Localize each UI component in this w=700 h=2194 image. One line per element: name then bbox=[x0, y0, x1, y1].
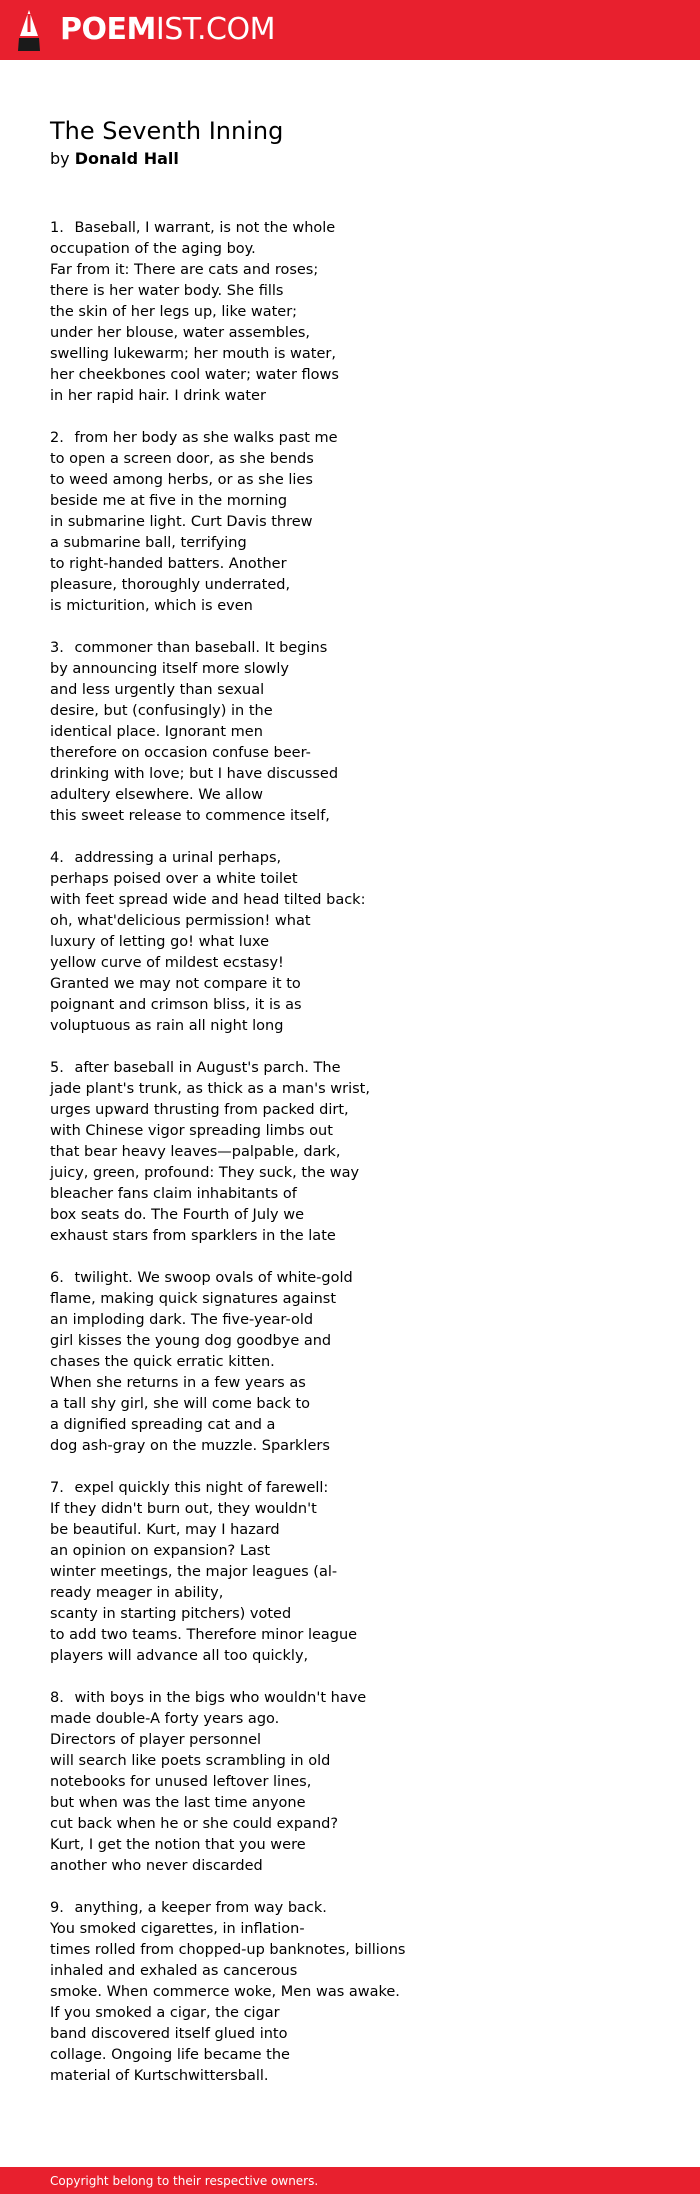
poem-line bbox=[50, 1394, 650, 1415]
by-label: by bbox=[50, 149, 70, 168]
stanza bbox=[50, 1268, 650, 1457]
line-text: pleasure, thoroughly underrated, bbox=[50, 577, 291, 593]
line-text: If they didn't burn out, they wouldn't bbox=[50, 1501, 317, 1517]
poem-line bbox=[50, 1499, 650, 1520]
line-text: to right-handed batters. Another bbox=[50, 556, 287, 572]
line-text: made double-A forty years ago. bbox=[50, 1711, 280, 1727]
line-text: adultery elsewhere. We allow bbox=[50, 787, 263, 803]
poem-line bbox=[50, 512, 650, 533]
line-text: in submarine light. Curt Davis threw bbox=[50, 514, 313, 530]
pen-nib-icon[interactable] bbox=[16, 10, 42, 52]
poem-line bbox=[50, 953, 650, 974]
line-text: with Chinese vigor spreading limbs out bbox=[50, 1123, 333, 1139]
poem-line bbox=[50, 323, 650, 344]
line-text: voluptuous as rain all night long bbox=[50, 1018, 284, 1034]
line-text: identical place. Ignorant men bbox=[50, 724, 263, 740]
line-text: there is her water body. She fills bbox=[50, 283, 284, 299]
logo-light-text: IST.COM bbox=[155, 12, 275, 47]
poem-line bbox=[50, 1520, 650, 1541]
poem-line bbox=[50, 806, 650, 827]
poem-line bbox=[50, 869, 650, 890]
line-text: yellow curve of mildest ecstasy! bbox=[50, 955, 284, 971]
poem-line bbox=[50, 2045, 650, 2066]
line-text: anything, a keeper from way back. bbox=[74, 1900, 327, 1916]
line-text: addressing a urinal perhaps, bbox=[74, 850, 282, 866]
poem-line bbox=[50, 260, 650, 281]
line-text: another who never discarded bbox=[50, 1858, 263, 1874]
line-text: be beautiful. Kurt, may I hazard bbox=[50, 1522, 280, 1538]
poem-line bbox=[50, 449, 650, 470]
poem-line bbox=[50, 1541, 650, 1562]
line-text: dog ash-gray on the muzzle. Sparklers bbox=[50, 1438, 330, 1454]
stanza bbox=[50, 428, 650, 617]
site-logo[interactable] bbox=[60, 11, 275, 49]
poem-line bbox=[50, 1940, 650, 1961]
poem-title: The Seventh Inning bbox=[50, 117, 284, 145]
line-text: box seats do. The Fourth of July we bbox=[50, 1207, 305, 1223]
stanza-number: 5. bbox=[50, 1060, 64, 1076]
poem-line bbox=[50, 1961, 650, 1982]
line-text: notebooks for unused leftover lines, bbox=[50, 1774, 312, 1790]
line-text: bleacher fans claim inhabitants of bbox=[50, 1186, 297, 1202]
line-text: desire, but (confusingly) in the bbox=[50, 703, 273, 719]
line-text: that bear heavy leaves—palpable, dark, bbox=[50, 1144, 341, 1160]
poem-line bbox=[50, 1310, 650, 1331]
poem-line bbox=[50, 218, 650, 239]
site-header bbox=[0, 0, 700, 60]
line-text: When she returns in a few years as bbox=[50, 1375, 306, 1391]
poem-line bbox=[50, 1058, 650, 1079]
line-text: by announcing itself more slowly bbox=[50, 661, 289, 677]
line-text: winter meetings, the major leagues (al- bbox=[50, 1564, 338, 1580]
poem-line bbox=[50, 1226, 650, 1247]
line-text: Kurt, I get the notion that you were bbox=[50, 1837, 306, 1853]
line-text: chases the quick erratic kitten. bbox=[50, 1354, 275, 1370]
poem-line bbox=[50, 1646, 650, 1667]
line-text: cut back when he or she could expand? bbox=[50, 1816, 339, 1832]
poem-line bbox=[50, 785, 650, 806]
line-text: with boys in the bigs who wouldn't have bbox=[74, 1690, 367, 1706]
line-text: this sweet release to commence itself, bbox=[50, 808, 330, 824]
poem-line bbox=[50, 1163, 650, 1184]
line-text: will search like poets scrambling in old bbox=[50, 1753, 331, 1769]
line-text: swelling lukewarm; her mouth is water, bbox=[50, 346, 336, 362]
poem-line bbox=[50, 365, 650, 386]
poem-line bbox=[50, 890, 650, 911]
poem-line bbox=[50, 1079, 650, 1100]
line-text: to add two teams. Therefore minor league bbox=[50, 1627, 358, 1643]
line-text: flame, making quick signatures against bbox=[50, 1291, 337, 1307]
poem-line bbox=[50, 1604, 650, 1625]
line-text: an imploding dark. The five-year-old bbox=[50, 1312, 314, 1328]
line-text: players will advance all too quickly, bbox=[50, 1648, 309, 1664]
poem-line bbox=[50, 1793, 650, 1814]
line-text: a submarine ball, terrifying bbox=[50, 535, 247, 551]
line-text: urges upward thrusting from packed dirt, bbox=[50, 1102, 349, 1118]
poem-line bbox=[50, 1919, 650, 1940]
line-text: scanty in starting pitchers) voted bbox=[50, 1606, 292, 1622]
poem-line bbox=[50, 1478, 650, 1499]
line-text: Granted we may not compare it to bbox=[50, 976, 301, 992]
line-text: her cheekbones cool water; water flows bbox=[50, 367, 339, 383]
poem-line bbox=[50, 2024, 650, 2045]
line-text: therefore on occasion confuse beer- bbox=[50, 745, 311, 761]
poem-line bbox=[50, 659, 650, 680]
poem-line bbox=[50, 1121, 650, 1142]
poem-line bbox=[50, 344, 650, 365]
poem-line bbox=[50, 239, 650, 260]
line-text: oh, what'delicious permission! what bbox=[50, 913, 311, 929]
poem-line bbox=[50, 1436, 650, 1457]
poem-line bbox=[50, 848, 650, 869]
poem-line bbox=[50, 1016, 650, 1037]
line-text: a tall shy girl, she will come back to bbox=[50, 1396, 311, 1412]
poem-line bbox=[50, 1184, 650, 1205]
stanza-number: 7. bbox=[50, 1480, 64, 1496]
line-text: to open a screen door, as she bends bbox=[50, 451, 314, 467]
poem-line bbox=[50, 1352, 650, 1373]
poem-line bbox=[50, 974, 650, 995]
line-text: drinking with love; but I have discussed bbox=[50, 766, 339, 782]
line-text: occupation of the aging boy. bbox=[50, 241, 256, 257]
line-text: Directors of player personnel bbox=[50, 1732, 262, 1748]
poem-line bbox=[50, 1772, 650, 1793]
poem-line bbox=[50, 575, 650, 596]
poem-line bbox=[50, 281, 650, 302]
line-text: to weed among herbs, or as she lies bbox=[50, 472, 313, 488]
poem-line bbox=[50, 1562, 650, 1583]
poem-line bbox=[50, 1625, 650, 1646]
line-text: girl kisses the young dog goodbye and bbox=[50, 1333, 332, 1349]
poem-line bbox=[50, 743, 650, 764]
poem-line bbox=[50, 533, 650, 554]
site-footer bbox=[0, 2167, 700, 2194]
line-text: from her body as she walks past me bbox=[74, 430, 338, 446]
line-text: Baseball, I warrant, is not the whole bbox=[74, 220, 336, 236]
stanza bbox=[50, 1478, 650, 1667]
stanza-number: 2. bbox=[50, 430, 64, 446]
line-text: an opinion on expansion? Last bbox=[50, 1543, 271, 1559]
line-text: expel quickly this night of farewell: bbox=[74, 1480, 329, 1496]
line-text: juicy, green, profound: They suck, the way bbox=[50, 1165, 360, 1181]
line-text: twilight. We swoop ovals of white-gold bbox=[74, 1270, 353, 1286]
poem-line bbox=[50, 1142, 650, 1163]
poem-line bbox=[50, 1982, 650, 2003]
poem-line bbox=[50, 911, 650, 932]
poem-line bbox=[50, 554, 650, 575]
stanza bbox=[50, 1058, 650, 1247]
poem-line bbox=[50, 1835, 650, 1856]
poem-line bbox=[50, 1898, 650, 1919]
stanza bbox=[50, 218, 650, 407]
poem-line bbox=[50, 491, 650, 512]
line-text: but when was the last time anyone bbox=[50, 1795, 306, 1811]
poem-line bbox=[50, 470, 650, 491]
poem-line bbox=[50, 1205, 650, 1226]
stanza-number: 1. bbox=[50, 220, 64, 236]
poem-line bbox=[50, 1583, 650, 1604]
stanza bbox=[50, 1688, 650, 1877]
stanza-number: 9. bbox=[50, 1900, 64, 1916]
line-text: the skin of her legs up, like water; bbox=[50, 304, 298, 320]
poem-line bbox=[50, 995, 650, 1016]
poem-line bbox=[50, 386, 650, 407]
line-text: ready meager in ability, bbox=[50, 1585, 224, 1601]
poem-line bbox=[50, 1331, 650, 1352]
line-text: exhaust stars from sparklers in the late bbox=[50, 1228, 336, 1244]
poem-body bbox=[50, 218, 650, 2108]
line-text: Far from it: There are cats and roses; bbox=[50, 262, 319, 278]
byline bbox=[50, 148, 179, 170]
poem-line bbox=[50, 1709, 650, 1730]
line-text: a dignified spreading cat and a bbox=[50, 1417, 276, 1433]
line-text: jade plant's trunk, as thick as a man's wrist, bbox=[50, 1081, 370, 1097]
poem-line bbox=[50, 1730, 650, 1751]
poem-line bbox=[50, 1100, 650, 1121]
line-text: and less urgently than sexual bbox=[50, 682, 265, 698]
line-text: perhaps poised over a white toilet bbox=[50, 871, 298, 887]
poem-line bbox=[50, 722, 650, 743]
poem-line bbox=[50, 596, 650, 617]
line-text: is micturition, which is even bbox=[50, 598, 253, 614]
line-text: under her blouse, water assembles, bbox=[50, 325, 311, 341]
line-text: smoke. When commerce woke, Men was awake. bbox=[50, 1984, 400, 2000]
poem-line bbox=[50, 701, 650, 722]
poem-line bbox=[50, 1415, 650, 1436]
stanza-number: 3. bbox=[50, 640, 64, 656]
poem-line bbox=[50, 2003, 650, 2024]
stanza-number: 8. bbox=[50, 1690, 64, 1706]
stanza bbox=[50, 848, 650, 1037]
poem-line bbox=[50, 1268, 650, 1289]
line-text: times rolled from chopped-up banknotes, billions bbox=[50, 1942, 406, 1958]
poem-line bbox=[50, 1289, 650, 1310]
poem-line bbox=[50, 638, 650, 659]
stanza-number: 6. bbox=[50, 1270, 64, 1286]
poem-line bbox=[50, 680, 650, 701]
poem-line bbox=[50, 1856, 650, 1877]
line-text: with feet spread wide and head tilted back: bbox=[50, 892, 366, 908]
line-text: collage. Ongoing life became the bbox=[50, 2047, 290, 2063]
poem-line bbox=[50, 764, 650, 785]
copyright-notice: Copyright belong to their respective owners. bbox=[50, 2174, 319, 2188]
line-text: in her rapid hair. I drink water bbox=[50, 388, 266, 404]
line-text: beside me at five in the morning bbox=[50, 493, 288, 509]
line-text: luxury of letting go! what luxe bbox=[50, 934, 270, 950]
line-text: commoner than baseball. It begins bbox=[74, 640, 328, 656]
poem-line bbox=[50, 302, 650, 323]
line-text: after baseball in August's parch. The bbox=[74, 1060, 341, 1076]
stanza bbox=[50, 638, 650, 827]
line-text: material of Kurtschwittersball. bbox=[50, 2068, 269, 2084]
stanza-number: 4. bbox=[50, 850, 64, 866]
line-text: poignant and crimson bliss, it is as bbox=[50, 997, 302, 1013]
poem-line bbox=[50, 1814, 650, 1835]
stanza bbox=[50, 1898, 650, 2087]
poem-line bbox=[50, 932, 650, 953]
poem-line bbox=[50, 1688, 650, 1709]
poem-line bbox=[50, 1751, 650, 1772]
logo-bold-text: POEM bbox=[60, 12, 156, 47]
poem-line bbox=[50, 428, 650, 449]
line-text: inhaled and exhaled as cancerous bbox=[50, 1963, 298, 1979]
line-text: If you smoked a cigar, the cigar bbox=[50, 2005, 280, 2021]
poem-line bbox=[50, 2066, 650, 2087]
poem-line bbox=[50, 1373, 650, 1394]
line-text: band discovered itself glued into bbox=[50, 2026, 288, 2042]
author-link[interactable]: Donald Hall bbox=[74, 149, 179, 168]
line-text: You smoked cigarettes, in inflation- bbox=[50, 1921, 305, 1937]
